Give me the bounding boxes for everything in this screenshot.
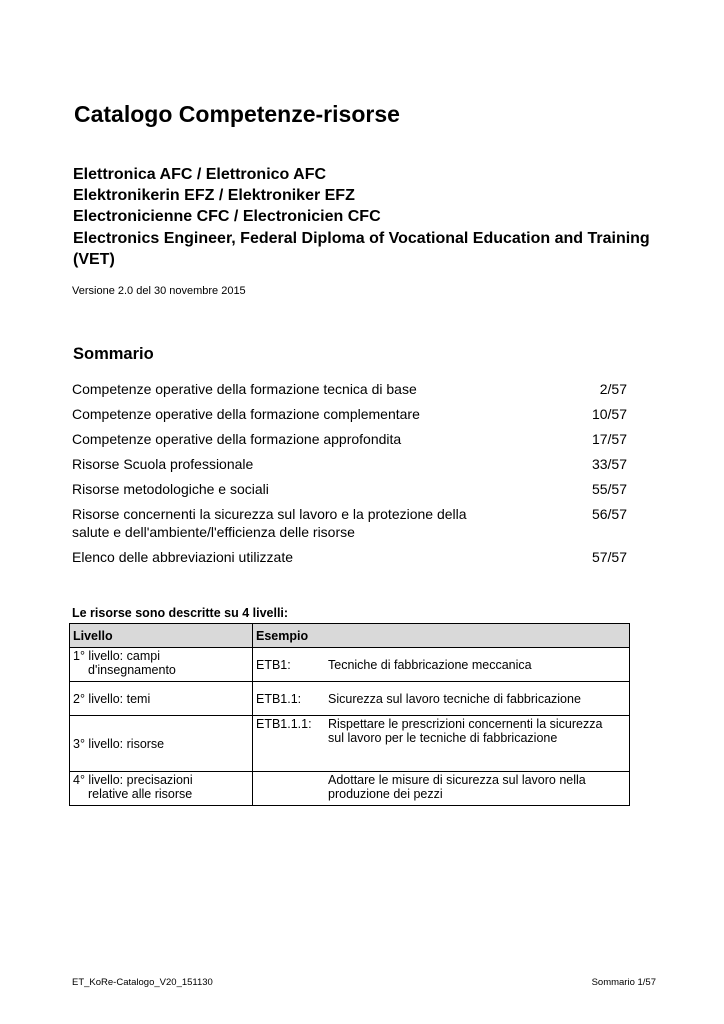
- table-row: [70, 716, 630, 772]
- example-code: ETB1.1:: [256, 691, 302, 706]
- level-cell: [70, 682, 253, 716]
- example-cell: [253, 682, 630, 716]
- table-row: [70, 648, 630, 682]
- level-cell: [70, 716, 253, 772]
- toc-entry[interactable]: [72, 430, 627, 448]
- example-cell: [253, 716, 630, 772]
- table-of-contents: [72, 380, 627, 573]
- example-description: Sicurezza sul lavoro tecniche di fabbricazione: [328, 691, 581, 706]
- toc-entry[interactable]: [72, 480, 627, 498]
- levels-table: [69, 623, 630, 806]
- example-description: Adottare le misure di sicurezza sul lavoro nella produzione dei pezzi: [328, 773, 586, 801]
- example-cell: [253, 772, 630, 806]
- level-line1: 4° livello: precisazioni: [73, 773, 193, 787]
- level-line2: d'insegnamento: [88, 663, 176, 677]
- toc-entry[interactable]: [72, 455, 627, 473]
- toc-entry-label: Risorse metodologiche e sociali: [72, 481, 269, 497]
- table-header-row: [70, 624, 630, 648]
- toc-entry-label: Competenze operative della formazione approfondita: [72, 431, 402, 447]
- document-title: Catalogo Competenze-risorse: [74, 101, 400, 127]
- level-line2: relative alle risorse: [88, 787, 193, 801]
- levels-caption: Le risorse sono descritte su 4 livelli:: [72, 606, 289, 620]
- example-description: Rispettare le prescrizioni concernenti la sicurezza sul lavoro per le tecniche di fabbricazione: [328, 717, 603, 745]
- subtitle-english: Electronics Engineer, Federal Diploma of Vocational Education and Training (VET): [73, 229, 650, 268]
- example-cell: [253, 648, 630, 682]
- toc-entry-page: 56/57: [591, 506, 627, 522]
- version-line: Versione 2.0 del 30 novembre 2015: [72, 285, 246, 297]
- example-code: ETB1:: [256, 657, 291, 672]
- footer-page-number: Sommario 1/57: [591, 977, 656, 988]
- toc-entry-page: 33/57: [591, 456, 627, 472]
- subtitle-german: Elektronikerin EFZ / Elektroniker EFZ: [73, 187, 355, 205]
- toc-entry-label: Risorse Scuola professionale: [72, 456, 254, 472]
- table-row: [70, 772, 630, 806]
- example-description: Tecniche di fabbricazione meccanica: [328, 657, 532, 672]
- footer-document-id: ET_KoRe-Catalogo_V20_151130: [72, 977, 213, 988]
- level-cell: [70, 648, 253, 682]
- toc-entry[interactable]: [72, 548, 627, 566]
- subtitle-italian: Elettronica AFC / Elettronico AFC: [73, 166, 327, 183]
- toc-entry-label: Competenze operative della formazione tecnica di base: [72, 381, 417, 397]
- toc-entry-page: 10/57: [591, 406, 627, 422]
- toc-entry[interactable]: [72, 505, 627, 541]
- level-cell: [70, 772, 253, 806]
- toc-entry-page: 55/57: [591, 481, 627, 497]
- example-code: ETB1.1.1:: [256, 717, 312, 731]
- column-header-example: Esempio: [253, 624, 630, 648]
- table-row: [70, 682, 630, 716]
- toc-entry[interactable]: [72, 380, 627, 398]
- summary-heading: Sommario: [73, 345, 154, 363]
- level-line1: 2° livello: temi: [73, 691, 151, 706]
- toc-entry[interactable]: [72, 405, 627, 423]
- subtitle-french: Electronicienne CFC / Electronicien CFC: [73, 208, 381, 226]
- toc-entry-label: Elenco delle abbreviazioni utilizzate: [72, 549, 294, 565]
- toc-entry-page: 17/57: [591, 431, 627, 447]
- toc-entry-page: 2/57: [599, 381, 627, 397]
- level-line1: 1° livello: campi: [73, 649, 160, 663]
- toc-entry-page: 57/57: [591, 549, 627, 565]
- toc-entry-label: Risorse concernenti la sicurezza sul lavoro e la protezione della salute e dell'ambiente/l'efficienza delle risorse: [72, 506, 467, 540]
- level-line1: 3° livello: risorse: [73, 736, 165, 751]
- toc-entry-label: Competenze operative della formazione complementare: [72, 406, 420, 422]
- profession-titles: [73, 164, 653, 270]
- column-header-level: Livello: [70, 624, 253, 648]
